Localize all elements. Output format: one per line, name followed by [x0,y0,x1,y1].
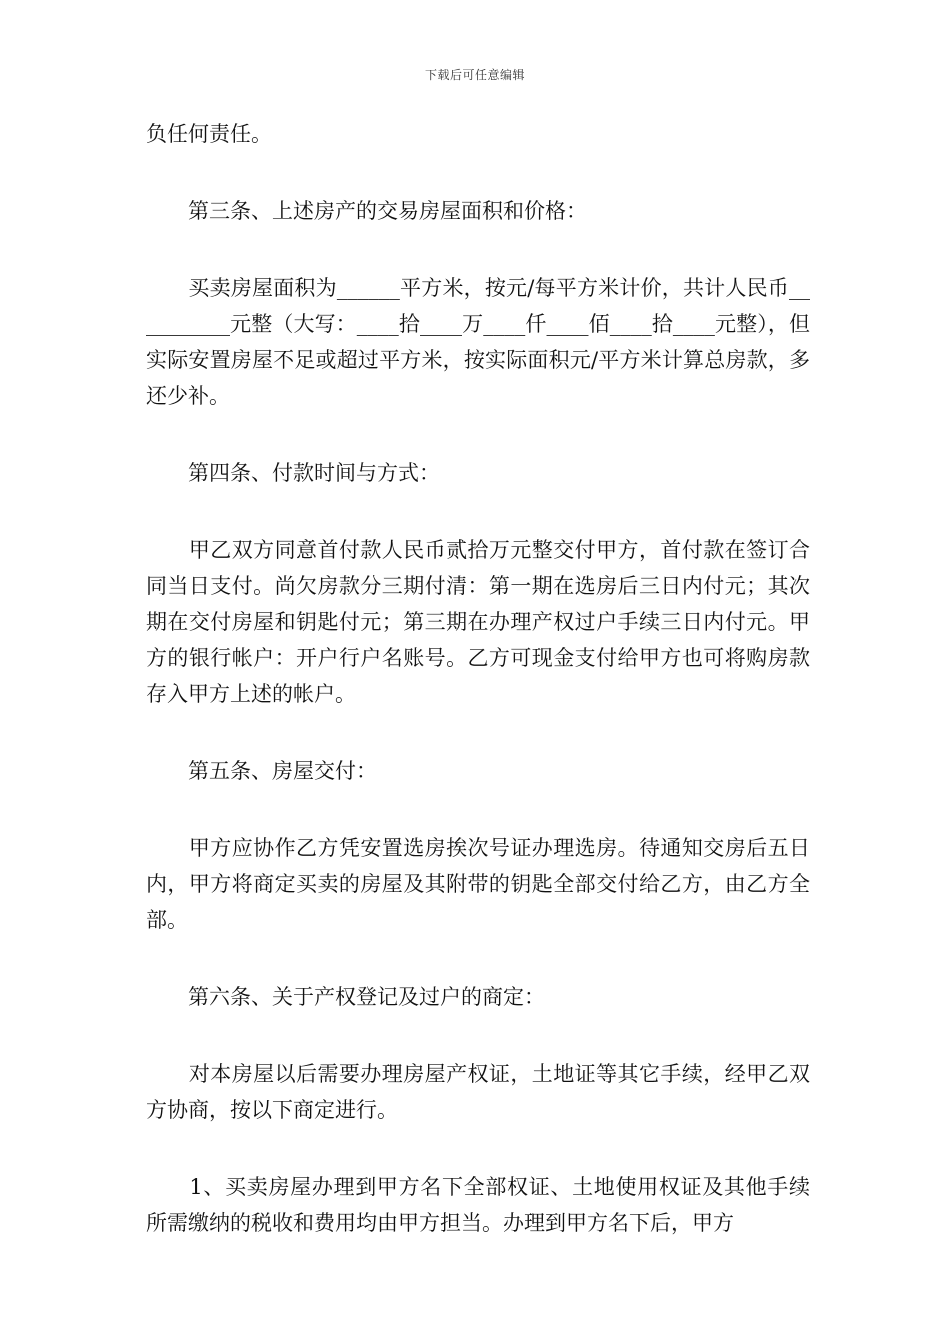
paragraph-continuation: 负任何责任。 [146,122,272,146]
article-5-heading: 第五条、房屋交付： [146,759,377,783]
article-6-heading: 第六条、关于产权登记及过户的商定： [146,985,545,1009]
article-3-heading: 第三条、上述房产的交易房屋面积和价格： [146,199,587,223]
document-body [146,116,810,1241]
article-4-heading: 第四条、付款时间与方式： [146,461,440,485]
article-6-clause-1: 1、买卖房屋办理到甲方名下全部权证、土地使用权证及其他手续所需缴纳的税收和费用均由甲方担当。办理到甲方名下后，甲方 [146,1175,810,1235]
article-6-body: 对本房屋以后需要办理房屋产权证，土地证等其它手续，经甲乙双方协商，按以下商定进行。 [146,1062,810,1122]
article-3-body: 买卖房屋面积为______平方米，按元/每平方米计价，共计人民币__________元整（大写：____拾____万____仟____佰____拾____元整），但实际安置房屋不足或超过平方米，按实际面积元/平方米计算总房款，多还少补。 [146,276,810,408]
article-4-body: 甲乙双方同意首付款人民币贰拾万元整交付甲方，首付款在签订合同当日支付。尚欠房款分三期付清：第一期在选房后三日内付元；其次期在交付房屋和钥匙付元；第三期在办理产权过户手续三日内付元。甲方的银行帐户：开户行户名账号。乙方可现金支付给甲方也可将购房款存入甲方上述的帐户。 [146,538,810,706]
article-5-body: 甲方应协作乙方凭安置选房挨次号证办理选房。待通知交房后五日内，甲方将商定买卖的房屋及其附带的钥匙全部交付给乙方，由乙方全部。 [146,836,810,932]
page-header: 下载后可任意编辑 [424,68,525,82]
